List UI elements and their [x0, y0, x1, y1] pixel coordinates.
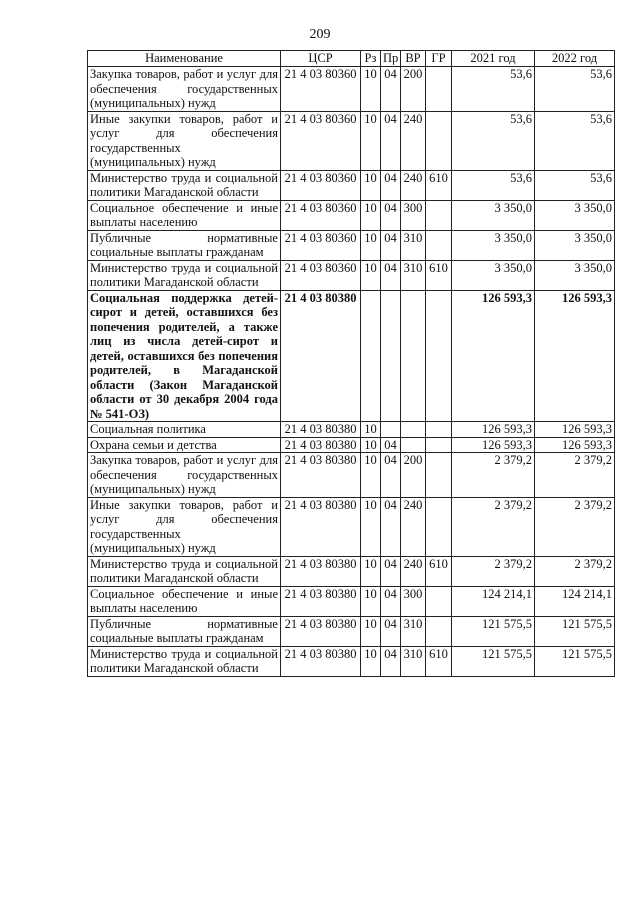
cell-csr: 21 4 03 80380: [281, 290, 361, 422]
cell-vr: 200: [401, 67, 426, 112]
cell-vr: 240: [401, 497, 426, 556]
cell-gr: 610: [426, 170, 452, 200]
cell-vr: 200: [401, 453, 426, 498]
cell-name: Министерство труда и социальной политики Магаданской области: [88, 260, 281, 290]
cell-csr: 21 4 03 80380: [281, 586, 361, 616]
cell-vr: [401, 290, 426, 422]
table-header-row: [88, 51, 615, 67]
cell-2021: 3 350,0: [452, 200, 535, 230]
table-row: [88, 646, 615, 676]
cell-rz: 10: [361, 556, 381, 586]
cell-2022: 2 379,2: [535, 453, 615, 498]
cell-name: Министерство труда и социальной политики Магаданской области: [88, 556, 281, 586]
cell-2022: 3 350,0: [535, 260, 615, 290]
cell-2022: 124 214,1: [535, 586, 615, 616]
cell-csr: 21 4 03 80380: [281, 422, 361, 438]
budget-table: [87, 50, 615, 677]
cell-rz: 10: [361, 586, 381, 616]
cell-gr: 610: [426, 646, 452, 676]
table-row: [88, 556, 615, 586]
cell-vr: 310: [401, 616, 426, 646]
table-row: [88, 616, 615, 646]
cell-2021: 124 214,1: [452, 586, 535, 616]
cell-gr: [426, 422, 452, 438]
cell-gr: 610: [426, 260, 452, 290]
cell-rz: 10: [361, 422, 381, 438]
cell-2022: 121 575,5: [535, 646, 615, 676]
cell-csr: 21 4 03 80380: [281, 556, 361, 586]
cell-2021: 126 593,3: [452, 437, 535, 453]
cell-2022: 126 593,3: [535, 437, 615, 453]
cell-gr: [426, 200, 452, 230]
table-row: [88, 67, 615, 112]
cell-vr: 310: [401, 260, 426, 290]
cell-csr: 21 4 03 80380: [281, 616, 361, 646]
cell-gr: [426, 437, 452, 453]
cell-gr: [426, 111, 452, 170]
table-row: [88, 260, 615, 290]
cell-gr: [426, 67, 452, 112]
cell-pr: 04: [381, 453, 401, 498]
cell-rz: 10: [361, 111, 381, 170]
cell-name: Иные закупки товаров, работ и услуг для обеспечения государственных (муниципальных) нужд: [88, 497, 281, 556]
cell-2021: 3 350,0: [452, 260, 535, 290]
cell-vr: 240: [401, 556, 426, 586]
header-rz: Рз: [361, 51, 381, 67]
cell-name: Иные закупки товаров, работ и услуг для обеспечения государственных (муниципальных) нужд: [88, 111, 281, 170]
cell-2022: 121 575,5: [535, 616, 615, 646]
cell-csr: 21 4 03 80360: [281, 230, 361, 260]
cell-gr: 610: [426, 556, 452, 586]
cell-csr: 21 4 03 80360: [281, 170, 361, 200]
cell-2021: 53,6: [452, 67, 535, 112]
cell-vr: [401, 437, 426, 453]
cell-2021: 121 575,5: [452, 646, 535, 676]
table-row: [88, 290, 615, 422]
cell-csr: 21 4 03 80360: [281, 67, 361, 112]
cell-csr: 21 4 03 80360: [281, 200, 361, 230]
cell-name: Социальная поддержка детей-сирот и детей, оставшихся без попечения родителей, а также лиц из числа детей-сирот и детей, оставшихся без попечения родителей, в Магаданской области (Закон Магаданской области от 30 декабря 2004 года № 541-ОЗ): [88, 290, 281, 422]
cell-pr: 04: [381, 646, 401, 676]
cell-csr: 21 4 03 80380: [281, 453, 361, 498]
cell-2022: 53,6: [535, 111, 615, 170]
table-row: [88, 453, 615, 498]
cell-pr: [381, 422, 401, 438]
cell-name: Министерство труда и социальной политики Магаданской области: [88, 170, 281, 200]
cell-vr: 300: [401, 200, 426, 230]
cell-rz: 10: [361, 200, 381, 230]
cell-csr: 21 4 03 80380: [281, 437, 361, 453]
cell-rz: 10: [361, 646, 381, 676]
cell-2021: 121 575,5: [452, 616, 535, 646]
cell-rz: 10: [361, 230, 381, 260]
cell-name: Публичные нормативные социальные выплаты гражданам: [88, 616, 281, 646]
table-row: [88, 230, 615, 260]
cell-2021: 2 379,2: [452, 497, 535, 556]
cell-pr: 04: [381, 111, 401, 170]
cell-name: Закупка товаров, работ и услуг для обеспечения государственных (муниципальных) нужд: [88, 453, 281, 498]
table-row: [88, 422, 615, 438]
header-pr: Пр: [381, 51, 401, 67]
cell-2022: 2 379,2: [535, 556, 615, 586]
cell-pr: 04: [381, 497, 401, 556]
cell-rz: 10: [361, 437, 381, 453]
header-gr: ГР: [426, 51, 452, 67]
cell-2022: 126 593,3: [535, 422, 615, 438]
cell-2022: 3 350,0: [535, 230, 615, 260]
cell-2022: 126 593,3: [535, 290, 615, 422]
cell-vr: [401, 422, 426, 438]
cell-rz: 10: [361, 616, 381, 646]
cell-rz: 10: [361, 453, 381, 498]
cell-csr: 21 4 03 80380: [281, 646, 361, 676]
cell-pr: 04: [381, 230, 401, 260]
cell-pr: 04: [381, 437, 401, 453]
cell-csr: 21 4 03 80360: [281, 111, 361, 170]
cell-name: Закупка товаров, работ и услуг для обеспечения государственных (муниципальных) нужд: [88, 67, 281, 112]
header-csr: ЦСР: [281, 51, 361, 67]
cell-pr: [381, 290, 401, 422]
cell-gr: [426, 586, 452, 616]
cell-pr: 04: [381, 586, 401, 616]
table-row: [88, 170, 615, 200]
page-number: 209: [309, 27, 331, 42]
cell-name: Социальная политика: [88, 422, 281, 438]
cell-2021: 126 593,3: [452, 290, 535, 422]
cell-2021: 53,6: [452, 170, 535, 200]
table-row: [88, 497, 615, 556]
cell-pr: 04: [381, 170, 401, 200]
cell-2022: 3 350,0: [535, 200, 615, 230]
cell-vr: 310: [401, 646, 426, 676]
cell-vr: 310: [401, 230, 426, 260]
cell-pr: 04: [381, 616, 401, 646]
cell-rz: 10: [361, 260, 381, 290]
cell-name: Публичные нормативные социальные выплаты гражданам: [88, 230, 281, 260]
cell-csr: 21 4 03 80360: [281, 260, 361, 290]
cell-name: Министерство труда и социальной политики Магаданской области: [88, 646, 281, 676]
cell-pr: 04: [381, 556, 401, 586]
cell-vr: 240: [401, 170, 426, 200]
table-row: [88, 111, 615, 170]
table-row: [88, 437, 615, 453]
cell-rz: 10: [361, 170, 381, 200]
cell-gr: [426, 497, 452, 556]
cell-name: Социальное обеспечение и иные выплаты населению: [88, 586, 281, 616]
cell-2022: 2 379,2: [535, 497, 615, 556]
cell-gr: [426, 230, 452, 260]
header-2022: 2022 год: [535, 51, 615, 67]
cell-gr: [426, 453, 452, 498]
cell-pr: 04: [381, 200, 401, 230]
cell-2021: 3 350,0: [452, 230, 535, 260]
header-name: Наименование: [88, 51, 281, 67]
cell-pr: 04: [381, 260, 401, 290]
table-row: [88, 200, 615, 230]
cell-2021: 53,6: [452, 111, 535, 170]
cell-gr: [426, 616, 452, 646]
cell-rz: [361, 290, 381, 422]
cell-csr: 21 4 03 80380: [281, 497, 361, 556]
cell-2021: 2 379,2: [452, 556, 535, 586]
cell-name: Охрана семьи и детства: [88, 437, 281, 453]
cell-vr: 240: [401, 111, 426, 170]
cell-name: Социальное обеспечение и иные выплаты населению: [88, 200, 281, 230]
cell-2021: 126 593,3: [452, 422, 535, 438]
cell-rz: 10: [361, 67, 381, 112]
table-row: [88, 586, 615, 616]
cell-2022: 53,6: [535, 170, 615, 200]
header-2021: 2021 год: [452, 51, 535, 67]
cell-pr: 04: [381, 67, 401, 112]
cell-rz: 10: [361, 497, 381, 556]
cell-2021: 2 379,2: [452, 453, 535, 498]
cell-2022: 53,6: [535, 67, 615, 112]
cell-vr: 300: [401, 586, 426, 616]
cell-gr: [426, 290, 452, 422]
header-vr: ВР: [401, 51, 426, 67]
